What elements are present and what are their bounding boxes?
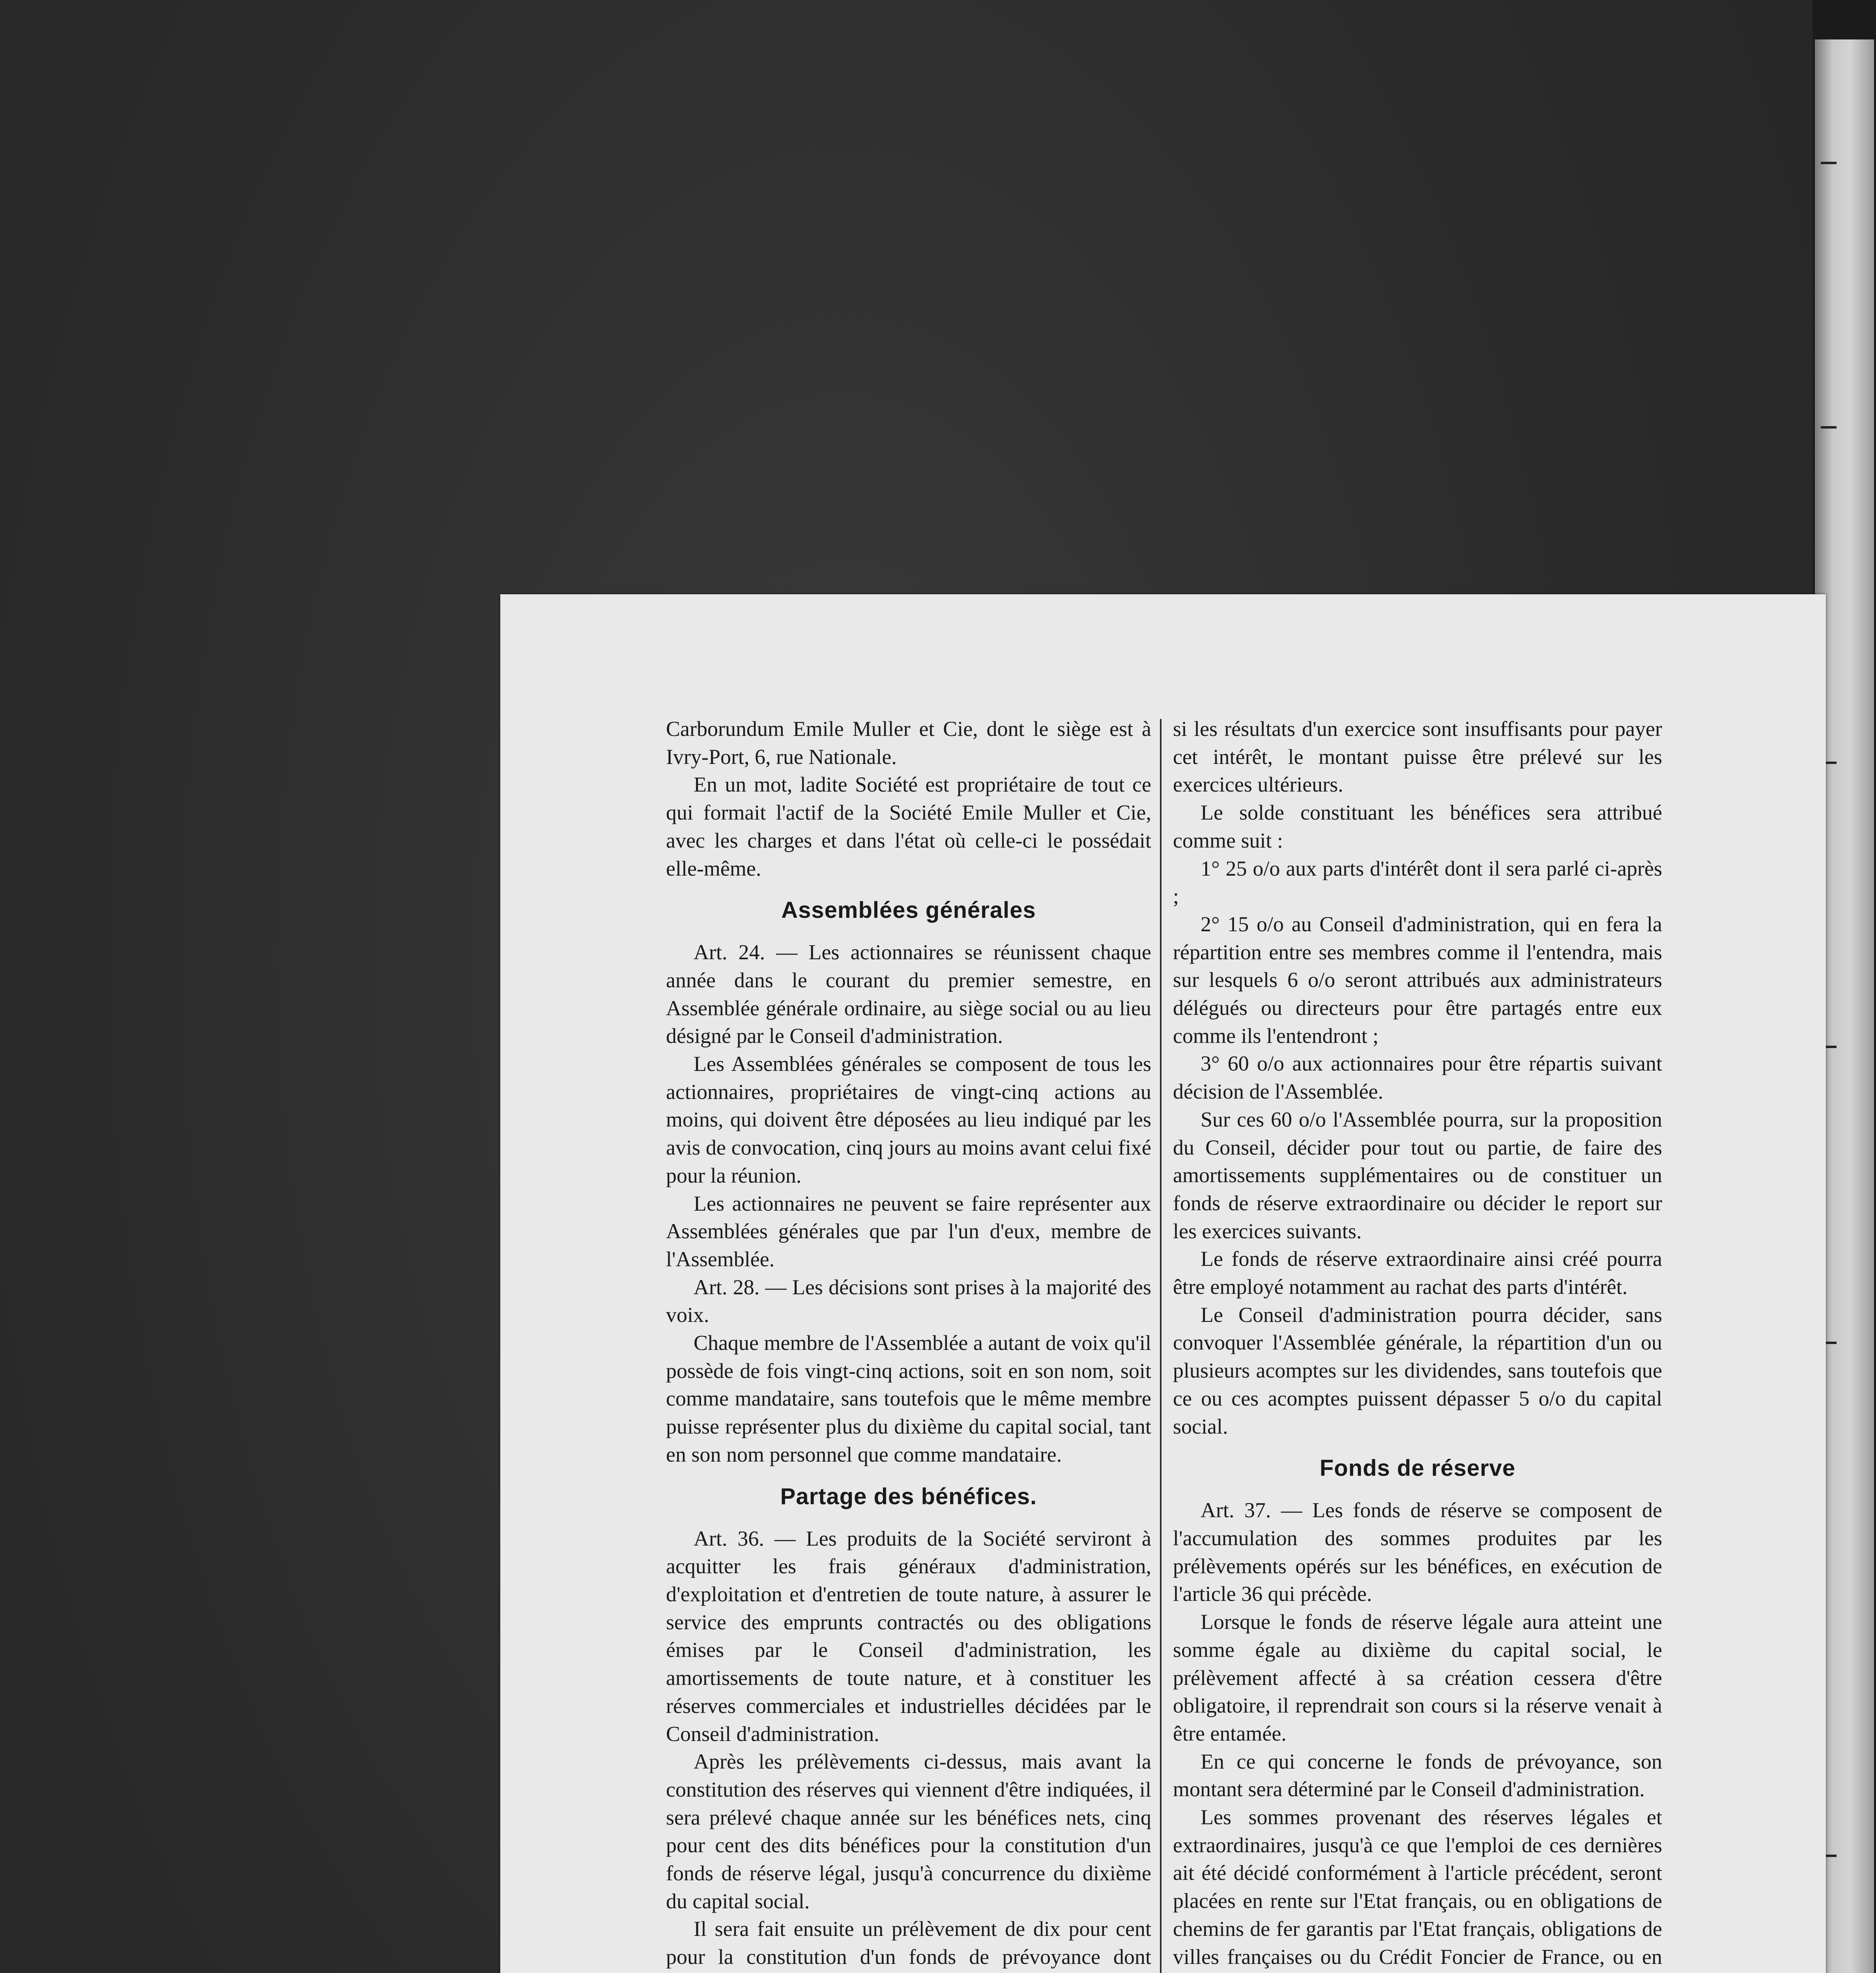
paragraph: Les sommes provenant des réserves légales et extraordinaires, jusqu'à ce que l'emploi de ces dernières ait été décidé conformément à l'article précédent, seront placées en rente sur l'Etat français, ou en obligations de chemins de fer garantis par l'Etat français, obligations de villes françaises ou du Crédit Foncier de France, ou en <box>1173 1805 1662 1969</box>
paragraph: Les actionnaires ne peuvent se faire représenter aux Assemblées générales que par l'un d'eux, membre de l'Assemblée. <box>666 1191 1151 1271</box>
article-24: Art. 24. — Les actionnaires se réunissent chaque année dans le courant du premier semestre, en Assemblée générale ordinaire, au siège social ou au lieu désigné par le Conseil d'administration. <box>666 940 1151 1048</box>
right-column <box>1173 715 1662 1973</box>
paragraph: Chaque membre de l'Assemblée a autant de voix qu'il possède de fois vingt-cinq actions, soit en son nom, soit comme mandataire, sans toutefois que le même membre puisse représenter plus du dixième du capital social, tant en son nom personnel que comme mandataire. <box>666 1331 1151 1466</box>
list-item: 3° 60 o/o aux actionnaires pour être répartis suivant décision de l'Assemblée. <box>1173 1052 1662 1104</box>
paragraph: En un mot, ladite Société est propriétaire de tout ce qui formait l'actif de la Société Emile Muller et Cie, avec les charges et dans l'état où celle-ci le possédait elle-même. <box>666 773 1151 880</box>
article-37: Art. 37. — Les fonds de réserve se composent de l'accumulation des sommes produites par les prélèvements opérés sur les bénéfices, en exécution de l'article 36 qui précède. <box>1173 1498 1662 1606</box>
paragraph: Le solde constituant les bénéfices sera attribué comme suit : <box>1173 801 1662 852</box>
column-divider <box>1160 719 1162 1973</box>
article-36: Art. 36. — Les produits de la Société serviront à acquitter les frais généraux d'administration, d'exploitation et d'entretien de toute nature, à assurer le service des emprunts contractés ou des obligations émises par le Conseil d'administration, les amortissements de toute nature, et à constituer les réserves commerciales et industrielles décidées par le Conseil d'administration. <box>666 1526 1151 1746</box>
binding-mark <box>1821 426 1837 429</box>
paragraph: si les résultats d'un exercice sont insuffisants pour payer cet intérêt, le montant puisse être prélevé sur les exercices ultérieurs. <box>1173 717 1662 797</box>
section-heading-fonds: Fonds de réserve <box>1319 1455 1516 1481</box>
paragraph: Les Assemblées générales se composent de tous les actionnaires, propriétaires de vingt-cinq actions au moins, qui doivent être déposées au lieu indiqué par les avis de convocation, cinq jours au moins avant celui fixé pour la réunion. <box>666 1052 1151 1187</box>
document-page <box>500 594 1826 1973</box>
paragraph: Carborundum Emile Muller et Cie, dont le siège est à Ivry-Port, 6, rue Nationale. <box>666 717 1151 769</box>
left-column <box>666 715 1151 1973</box>
binding-mark <box>1821 162 1837 164</box>
article-28: Art. 28. — Les décisions sont prises à la majorité des voix. <box>666 1275 1151 1327</box>
section-heading-assemblees: Assemblées générales <box>781 897 1036 923</box>
list-item: 2° 15 o/o au Conseil d'administration, qui en fera la répartition entre ses membres comme il l'entendra, mais sur lesquels 6 o/o seront attribués aux administrateurs délégués ou directeurs pour être partagés entre eux comme ils l'entendront ; <box>1173 912 1662 1048</box>
paragraph: En ce qui concerne le fonds de prévoyance, son montant sera déterminé par le Conseil d'administration. <box>1173 1749 1662 1801</box>
paragraph: Sur ces 60 o/o l'Assemblée pourra, sur la proposition du Conseil, décider pour tout ou partie, de faire des amortissements supplémentaires ou de constituer un fonds de réserve extraordinaire ou décider le report sur les exercices suivants. <box>1173 1107 1662 1243</box>
paragraph: Lorsque le fonds de réserve légale aura atteint une somme égale au dixième du capital social, le prélèvement affecté à sa création cessera d'être obligatoire, il reprendrait son cours si la réserve venait à être entamée. <box>1173 1610 1662 1745</box>
paragraph: Après les prélèvements ci-dessus, mais avant la constitution des réserves qui viennent d'être indiquées, il sera prélevé chaque année sur les bénéfices nets, cinq pour cent des dits bénéfices pour la constitution d'un fonds de réserve légal, jusqu'à concurrence du dixième du capital social. <box>666 1750 1151 1913</box>
paragraph: Il sera fait ensuite un prélèvement de dix pour cent pour la constitution d'un fonds de prévoyance dont <box>666 1917 1151 1969</box>
paragraph: Le Conseil d'administration pourra décider, sans convoquer l'Assemblée générale, la répartition d'un ou plusieurs acomptes sur les dividendes, sans toutefois que ce ou ces acomptes puissent dépasser 5 o/o du capital social. <box>1173 1303 1662 1438</box>
paragraph: Le fonds de réserve extraordinaire ainsi créé pourra être employé notamment au rachat des parts d'intérêt. <box>1173 1247 1662 1299</box>
section-heading-partage: Partage des bénéfices. <box>780 1483 1037 1509</box>
list-item: 1° 25 o/o aux parts d'intérêt dont il sera parlé ci-après ; <box>1173 856 1662 908</box>
